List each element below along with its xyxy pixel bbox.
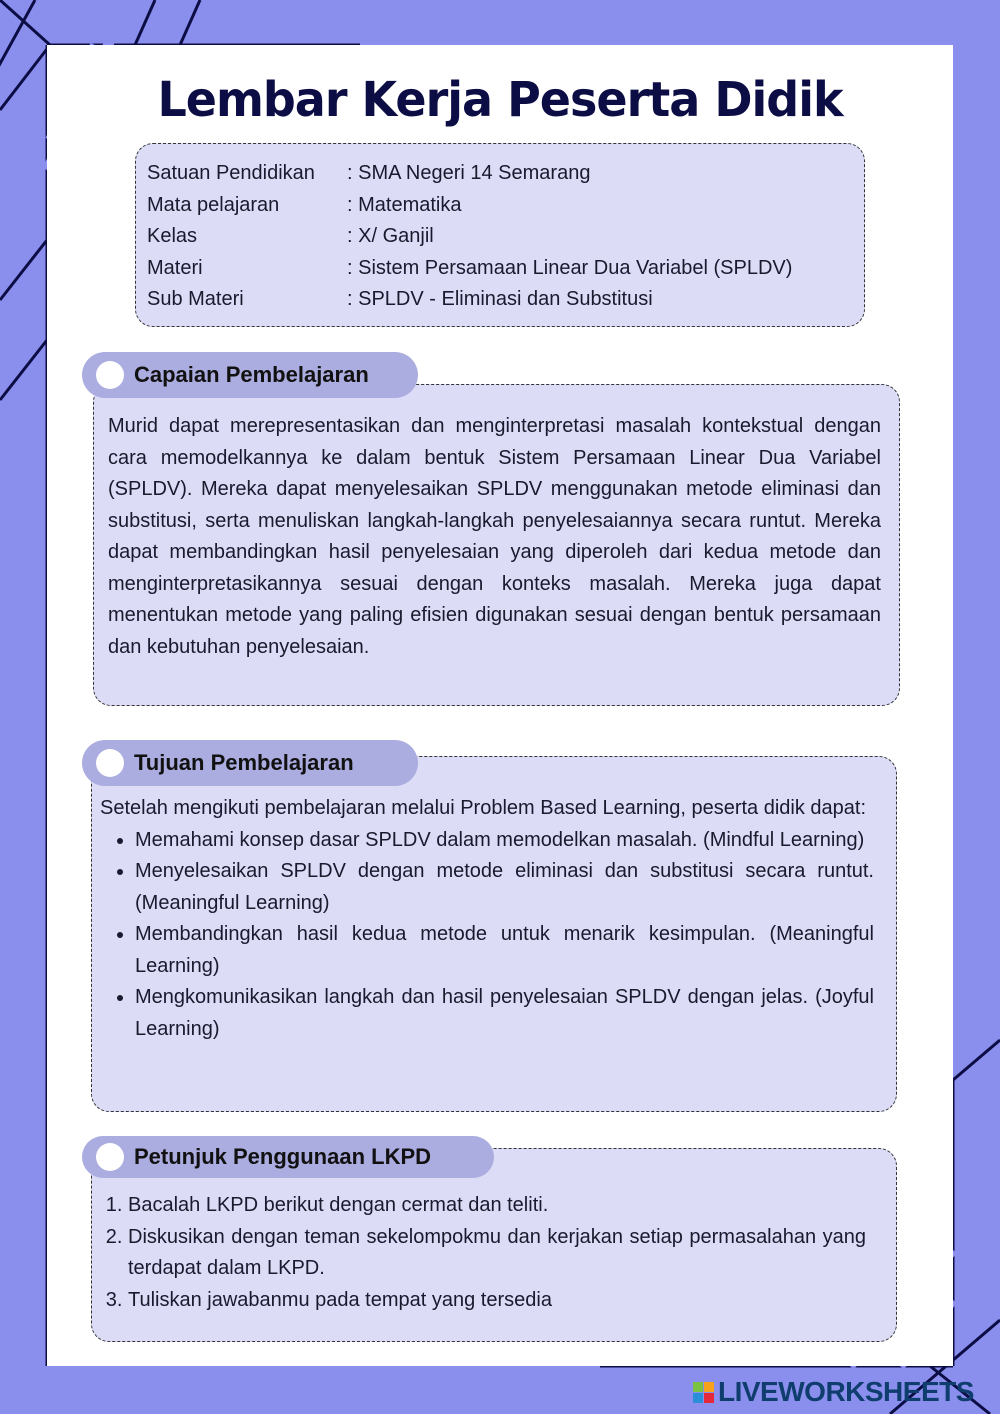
petunjuk-heading bbox=[82, 1136, 494, 1178]
tujuan-box bbox=[91, 756, 897, 1112]
info-value: : Matematika bbox=[347, 193, 462, 216]
info-row bbox=[147, 284, 864, 316]
identity-box bbox=[135, 143, 865, 327]
list-item: 3. Tuliskan jawabanmu pada tempat yang tersedia bbox=[128, 1285, 866, 1317]
list-item: • Menyelesaikan SPLDV dengan metode eliminasi dan substitusi secara runtut. (Meaningful Learning) bbox=[135, 856, 874, 919]
liveworksheets-logo-icon bbox=[693, 1382, 714, 1403]
bullet-circle-icon bbox=[96, 361, 124, 389]
heading-label: Tujuan Pembelajaran bbox=[134, 750, 354, 775]
tujuan-heading bbox=[82, 740, 418, 786]
liveworksheets-watermark bbox=[693, 1376, 974, 1408]
heading-label: Petunjuk Penggunaan LKPD bbox=[134, 1144, 432, 1169]
info-value: : SMA Negeri 14 Semarang bbox=[347, 162, 591, 184]
watermark-text: LIVEWORKSHEETS bbox=[718, 1376, 974, 1407]
info-label: Satuan Pendidikan bbox=[147, 162, 315, 184]
list-item: 2. Diskusikan dengan teman sekelompokmu dan kerjakan setiap permasalahan yang terdapat dalam LKPD. bbox=[128, 1222, 866, 1285]
info-label: Sub Materi bbox=[147, 288, 244, 310]
heading-label: Capaian Pembelajaran bbox=[134, 362, 369, 387]
list-item: • Membandingkan hasil kedua metode untuk menarik kesimpulan. (Meaningful Learning) bbox=[135, 919, 874, 982]
page-title: Lembar Kerja Peserta Didik bbox=[157, 70, 843, 128]
info-label: Materi bbox=[147, 256, 203, 279]
info-value: : SPLDV - Eliminasi dan Substitusi bbox=[347, 288, 653, 310]
capaian-heading bbox=[82, 352, 418, 398]
info-row bbox=[147, 221, 864, 253]
info-value: : Sistem Persamaan Linear Dua Variabel (SPLDV) bbox=[347, 256, 793, 279]
capaian-text: Murid dapat merepresentasikan dan menginterpretasi masalah kontekstual dengan cara memodelkannya ke dalam bentuk Sistem Persamaan Linear Dua Variabel (SPLDV). Mereka dapat menyelesaikan SPLDV menggunakan metode eliminasi dan substitusi, serta menuliskan langkah-langkah penyelesaiannya secara runtut. Mereka dapat membandingkan hasil penyelesaian yang diperoleh dari kedua metode dan menginterpretasikannya sesuai dengan konteks masalah. Mereka juga dapat menentukan metode yang paling efisien digunakan sesuai dengan bentuk persamaan dan kebutuhan penyelesaian. bbox=[108, 415, 881, 658]
info-row bbox=[147, 158, 864, 190]
bullet-circle-icon bbox=[96, 749, 124, 777]
list-item: • Memahami konsep dasar SPLDV dalam memodelkan masalah. (Mindful Learning) bbox=[135, 825, 874, 857]
info-row bbox=[147, 190, 864, 222]
tujuan-intro: Setelah mengikuti pembelajaran melalui Problem Based Learning, peserta didik dapat: bbox=[100, 797, 867, 819]
list-item: 1. Bacalah LKPD berikut dengan cermat dan teliti. bbox=[128, 1190, 866, 1222]
info-label: Kelas bbox=[147, 225, 198, 247]
info-label: Mata pelajaran bbox=[147, 193, 280, 216]
bullet-circle-icon bbox=[96, 1143, 124, 1171]
capaian-box bbox=[93, 384, 900, 706]
info-row bbox=[147, 253, 864, 285]
info-value: : X/ Ganjil bbox=[347, 225, 434, 247]
list-item: • Mengkomunikasikan langkah dan hasil penyelesaian SPLDV dengan jelas. (Joyful Learning) bbox=[135, 982, 874, 1045]
